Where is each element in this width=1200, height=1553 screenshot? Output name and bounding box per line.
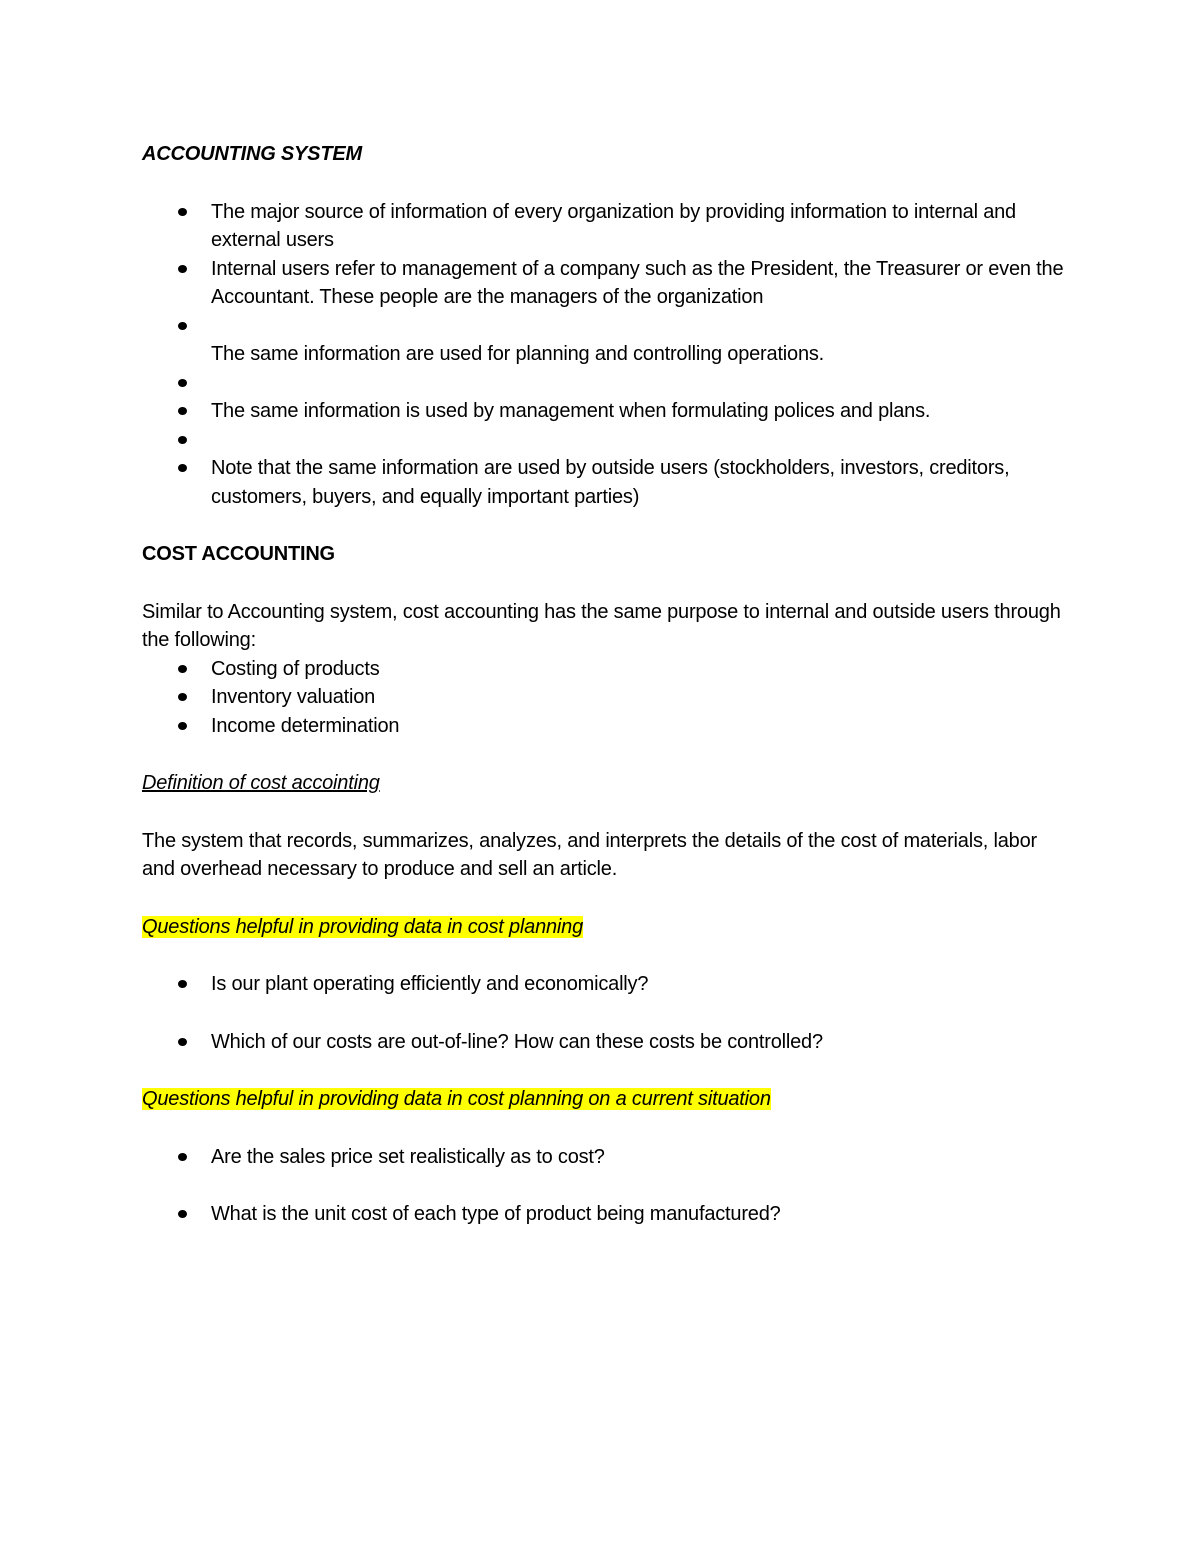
bullet-icon bbox=[178, 379, 187, 387]
list-item-text: Is our plant operating efficiently and economically? bbox=[211, 973, 649, 995]
list-item bbox=[142, 655, 1072, 684]
list-item bbox=[142, 970, 1072, 999]
questions-current-situation-list bbox=[142, 1143, 1072, 1229]
bullet-icon bbox=[178, 1153, 187, 1161]
list-item-text: Note that the same information are used by outside users (stockholders, investors, creditors, customers, buyers, and equally important parties) bbox=[211, 457, 1010, 508]
bullet-icon bbox=[178, 436, 187, 444]
cost-accounting-list bbox=[142, 655, 1072, 741]
bullet-icon bbox=[178, 1038, 187, 1046]
list-item-text: What is the unit cost of each type of product being manufactured? bbox=[211, 1203, 781, 1225]
list-item bbox=[142, 397, 1072, 426]
definition-title-text: Definition of cost accointing bbox=[142, 772, 380, 794]
list-item-no-bullet bbox=[142, 340, 1072, 369]
bullet-icon bbox=[178, 722, 187, 730]
highlighted-title: Questions helpful in providing data in cost planning on a current situation bbox=[142, 1088, 771, 1110]
bullet-icon bbox=[178, 665, 187, 673]
list-item-text: The same information is used by management when formulating polices and plans. bbox=[211, 400, 931, 422]
bullet-icon bbox=[178, 464, 187, 472]
list-item bbox=[142, 426, 1072, 455]
list-item bbox=[142, 683, 1072, 712]
questions-title-current-situation bbox=[142, 1085, 1072, 1114]
section-title-cost-accounting: COST ACCOUNTING bbox=[142, 543, 335, 565]
list-item bbox=[142, 1200, 1072, 1229]
list-item bbox=[142, 1028, 1072, 1057]
list-item bbox=[142, 1143, 1072, 1172]
list-item bbox=[142, 255, 1072, 312]
definition-title bbox=[142, 769, 1072, 798]
list-item-text: Costing of products bbox=[211, 657, 380, 680]
bullet-icon bbox=[178, 208, 187, 216]
questions-title-cost-planning bbox=[142, 913, 1072, 942]
bullet-icon bbox=[178, 265, 187, 273]
list-item-text: The major source of information of every organization by providing information to internal and external users bbox=[211, 200, 1016, 251]
bullet-icon bbox=[178, 693, 187, 701]
accounting-system-list bbox=[142, 198, 1072, 512]
bullet-icon bbox=[178, 407, 187, 415]
list-item bbox=[142, 369, 1072, 398]
definition-text: The system that records, summarizes, analyzes, and interprets the details of the cost of materials, labor and overhead necessary to produce and sell an article. bbox=[142, 829, 1037, 880]
list-item bbox=[142, 712, 1072, 741]
list-item-text: Inventory valuation bbox=[211, 686, 376, 708]
document-page bbox=[142, 140, 1072, 1229]
cost-accounting-intro: Similar to Accounting system, cost accounting has the same purpose to internal and outside users through the following: bbox=[142, 600, 1061, 651]
list-item bbox=[142, 198, 1072, 255]
questions-cost-planning-list bbox=[142, 970, 1072, 1056]
list-item-text: The same information are used for planning and controlling operations. bbox=[211, 343, 825, 365]
bullet-icon bbox=[178, 980, 187, 988]
section-title-accounting-system: ACCOUNTING SYSTEM bbox=[142, 143, 362, 165]
list-item-text: Income determination bbox=[211, 714, 400, 737]
bullet-icon bbox=[178, 1210, 187, 1218]
highlighted-title: Questions helpful in providing data in cost planning bbox=[142, 915, 584, 938]
list-item bbox=[142, 312, 1072, 341]
list-item-text: Are the sales price set realistically as to cost? bbox=[211, 1145, 605, 1168]
list-item-text: Internal users refer to management of a company such as the President, the Treasurer or even the Accountant. These people are the managers of the organization bbox=[211, 257, 1064, 308]
bullet-icon bbox=[178, 322, 187, 330]
list-item-text: Which of our costs are out-of-line? How can these costs be controlled? bbox=[211, 1030, 823, 1053]
list-item bbox=[142, 454, 1072, 511]
